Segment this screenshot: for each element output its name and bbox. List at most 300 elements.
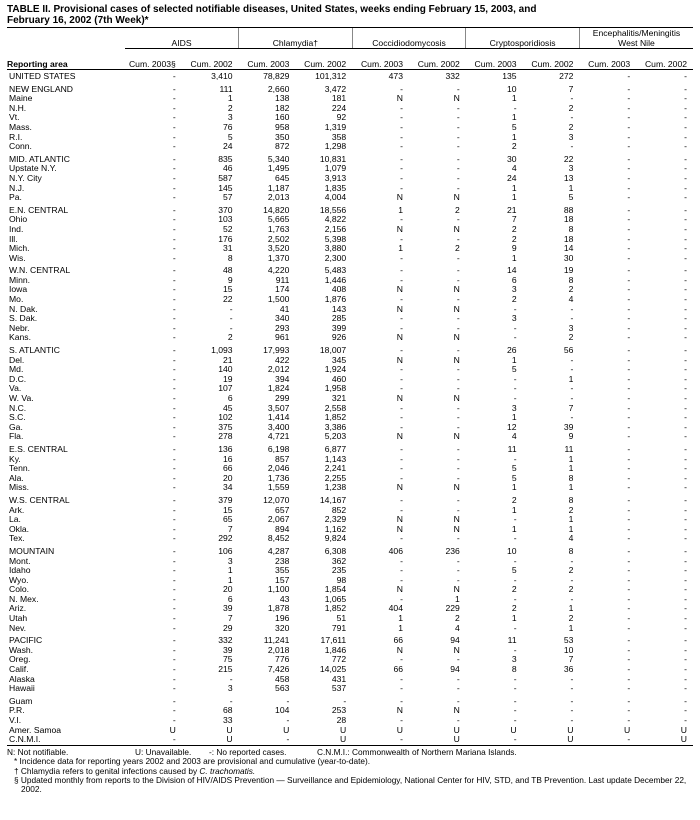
value-cell: - bbox=[400, 164, 403, 174]
value-cell: 7 bbox=[227, 614, 233, 624]
value-cell: - bbox=[684, 614, 688, 624]
value-cell: - bbox=[513, 645, 517, 655]
value-cell: 1 bbox=[511, 193, 517, 203]
value-cell: - bbox=[456, 374, 460, 384]
value-cell: 911 bbox=[275, 275, 290, 285]
reporting-area-cell: W. Va. bbox=[9, 394, 34, 403]
value-cell: 1 bbox=[398, 244, 403, 254]
value-cell: 14,167 bbox=[319, 494, 347, 505]
value-cell: - bbox=[172, 695, 176, 706]
value-cell: 106 bbox=[218, 545, 233, 556]
value-cell: 140 bbox=[218, 365, 233, 375]
value-cell: N bbox=[396, 524, 403, 534]
value-cell: 98 bbox=[336, 575, 347, 585]
value-cell: - bbox=[684, 142, 688, 152]
value-cell: - bbox=[570, 674, 574, 684]
reporting-area-cell: N.H. bbox=[9, 103, 27, 113]
value-cell: 340 bbox=[275, 314, 290, 324]
value-cell: - bbox=[172, 122, 176, 132]
value-cell: - bbox=[125, 735, 182, 745]
value-cell: 13 bbox=[563, 173, 574, 183]
reporting-area-cell: Ohio bbox=[9, 215, 28, 225]
reporting-area-header: Reporting area bbox=[7, 49, 125, 70]
table-row bbox=[7, 595, 693, 605]
value-cell: - bbox=[456, 655, 460, 665]
value-cell: - bbox=[684, 244, 688, 254]
value-cell: - bbox=[456, 314, 460, 324]
value-cell: 1,162 bbox=[324, 524, 347, 534]
value-cell: - bbox=[627, 695, 631, 706]
value-cell: - bbox=[627, 483, 631, 493]
reporting-area-cell: Tex. bbox=[9, 534, 25, 544]
value-cell: 537 bbox=[331, 684, 347, 694]
value-cell: 16 bbox=[223, 454, 233, 464]
value-cell: 6,308 bbox=[324, 545, 347, 556]
value-cell: 1,878 bbox=[267, 604, 290, 614]
value-cell: 776 bbox=[275, 655, 290, 665]
value-cell: 458 bbox=[275, 674, 290, 684]
value-cell: - bbox=[400, 454, 403, 464]
reporting-area-cell: Wash. bbox=[9, 645, 34, 655]
value-cell: 1 bbox=[511, 132, 517, 142]
table-row bbox=[7, 566, 693, 576]
value-cell: - bbox=[627, 384, 631, 394]
reporting-area-cell: Tenn. bbox=[9, 464, 31, 474]
value-cell: 10 bbox=[507, 83, 517, 94]
value-cell: 857 bbox=[275, 454, 290, 464]
value-cell: - bbox=[684, 304, 688, 314]
reporting-area-cell: NEW ENGLAND bbox=[9, 83, 73, 94]
value-cell: N bbox=[396, 193, 403, 203]
value-cell: 431 bbox=[331, 674, 347, 684]
value-cell: 20 bbox=[223, 473, 233, 483]
value-cell: 7 bbox=[568, 655, 574, 665]
group-header-coccidiodomycosis: Coccidiodomycosis bbox=[352, 28, 466, 49]
value-cell: 406 bbox=[388, 545, 403, 556]
value-cell: - bbox=[456, 132, 460, 142]
value-cell: 107 bbox=[218, 384, 233, 394]
value-cell: 39 bbox=[223, 645, 233, 655]
reporting-area-cell: C.N.M.I. bbox=[7, 735, 125, 745]
value-cell: - bbox=[684, 665, 688, 675]
group-header-encephalitis: Encephalitis/Meningitis West Nile bbox=[579, 28, 693, 49]
value-cell: - bbox=[513, 454, 517, 464]
value-cell: - bbox=[684, 345, 688, 356]
table-row bbox=[7, 276, 693, 286]
value-cell: 1 bbox=[568, 183, 574, 193]
value-cell: 21 bbox=[507, 204, 517, 215]
value-cell: N bbox=[453, 585, 460, 595]
reporting-area-cell: Wyo. bbox=[9, 575, 29, 585]
value-cell: - bbox=[172, 265, 176, 276]
value-cell: 1,924 bbox=[324, 365, 347, 375]
value-cell: - bbox=[684, 623, 688, 633]
table-body bbox=[7, 70, 693, 746]
value-cell: - bbox=[400, 103, 403, 113]
value-cell: - bbox=[456, 575, 460, 585]
value-cell: 4 bbox=[455, 623, 460, 633]
value-cell: 2 bbox=[511, 494, 517, 505]
value-cell: - bbox=[456, 234, 460, 244]
value-cell: - bbox=[456, 443, 460, 454]
value-cell: - bbox=[172, 556, 176, 566]
value-cell: - bbox=[627, 556, 631, 566]
value-cell: - bbox=[456, 215, 460, 225]
value-cell: N bbox=[453, 355, 460, 365]
value-cell: 5 bbox=[568, 193, 574, 203]
value-cell: - bbox=[684, 265, 688, 276]
value-cell: 3 bbox=[227, 684, 233, 694]
reporting-area-cell: Conn. bbox=[9, 142, 32, 152]
value-cell: 224 bbox=[331, 103, 347, 113]
value-cell: - bbox=[172, 585, 176, 595]
table-row bbox=[7, 493, 693, 506]
value-cell: 94 bbox=[450, 635, 460, 646]
reporting-area-cell: Ark. bbox=[9, 505, 25, 515]
value-cell: 2,558 bbox=[324, 403, 347, 413]
value-cell: 2,012 bbox=[267, 365, 290, 375]
reporting-area-cell: Md. bbox=[9, 365, 24, 375]
value-cell: 1 bbox=[568, 454, 574, 464]
table-row bbox=[7, 735, 693, 745]
value-cell: 78,829 bbox=[263, 71, 290, 81]
value-cell: - bbox=[627, 183, 631, 193]
value-cell: - bbox=[684, 314, 688, 324]
value-cell: - bbox=[172, 604, 176, 614]
value-cell: - bbox=[684, 594, 688, 604]
value-cell: - bbox=[570, 575, 574, 585]
value-cell: - bbox=[627, 224, 631, 234]
value-cell: - bbox=[400, 505, 403, 515]
value-cell: - bbox=[456, 716, 460, 725]
value-cell: - bbox=[627, 173, 631, 183]
value-cell: 2 bbox=[568, 614, 574, 624]
value-cell: 10 bbox=[563, 645, 574, 655]
value-cell: - bbox=[684, 323, 688, 333]
table-row bbox=[7, 716, 693, 726]
reporting-area-cell: Hawaii bbox=[9, 684, 35, 694]
value-cell: 29 bbox=[223, 623, 233, 633]
value-cell: - bbox=[627, 684, 631, 694]
value-cell: 1,446 bbox=[324, 275, 347, 285]
table-row bbox=[7, 694, 693, 707]
value-cell: - bbox=[172, 706, 176, 716]
value-cell: 7 bbox=[568, 83, 574, 94]
value-cell: 835 bbox=[218, 153, 233, 164]
value-cell: 22 bbox=[223, 295, 233, 305]
value-cell: - bbox=[627, 153, 631, 164]
reporting-area-cell: Ind. bbox=[9, 224, 24, 234]
value-cell: 9 bbox=[511, 244, 517, 254]
value-cell: - bbox=[627, 706, 631, 716]
value-cell: - bbox=[456, 473, 460, 483]
value-cell: 4 bbox=[568, 534, 574, 544]
reporting-area-cell: Mo. bbox=[9, 295, 24, 305]
value-cell: - bbox=[627, 345, 631, 356]
value-cell: - bbox=[627, 94, 631, 104]
reporting-area-cell: Vt. bbox=[9, 113, 20, 123]
value-cell: - bbox=[456, 384, 460, 394]
value-cell: N bbox=[396, 483, 403, 493]
value-cell: 2,660 bbox=[267, 83, 290, 94]
value-cell: 1 bbox=[568, 464, 574, 474]
reporting-area-cell: Ala. bbox=[9, 473, 24, 483]
value-cell: - bbox=[456, 403, 460, 413]
value-cell: - bbox=[627, 83, 631, 94]
value-cell: - bbox=[456, 83, 460, 94]
value-cell: 2 bbox=[455, 614, 460, 624]
value-cell: - bbox=[627, 454, 631, 464]
reporting-area-cell: N. Mex. bbox=[9, 594, 39, 604]
value-cell: - bbox=[400, 153, 403, 164]
value-cell: - bbox=[684, 566, 688, 576]
reporting-area-cell: E.N. CENTRAL bbox=[9, 204, 69, 215]
value-cell: - bbox=[172, 314, 176, 324]
value-cell: - bbox=[400, 566, 403, 576]
value-cell: - bbox=[352, 735, 409, 745]
value-cell: - bbox=[400, 83, 403, 94]
table-row bbox=[7, 614, 693, 624]
value-cell: - bbox=[684, 706, 688, 716]
value-cell: - bbox=[456, 275, 460, 285]
value-cell: - bbox=[684, 432, 688, 442]
value-cell: - bbox=[513, 374, 517, 384]
table-row bbox=[7, 585, 693, 595]
value-cell: 51 bbox=[336, 614, 347, 624]
reporting-area-cell: Calif. bbox=[9, 665, 29, 675]
value-cell: 3 bbox=[511, 403, 517, 413]
value-cell: N bbox=[396, 706, 403, 716]
value-cell: 18 bbox=[563, 234, 574, 244]
value-cell: 1,854 bbox=[324, 585, 347, 595]
value-cell: U bbox=[396, 725, 403, 735]
value-cell: 17,611 bbox=[320, 635, 347, 646]
value-cell: - bbox=[684, 716, 688, 725]
value-cell: 135 bbox=[502, 71, 517, 81]
value-cell: 292 bbox=[218, 534, 233, 544]
value-cell: - bbox=[684, 164, 688, 174]
value-cell: 39 bbox=[223, 604, 233, 614]
value-cell: - bbox=[172, 623, 176, 633]
value-cell: 10,831 bbox=[319, 153, 347, 164]
value-cell: 1,370 bbox=[267, 253, 290, 263]
value-cell: - bbox=[684, 645, 688, 655]
value-cell: 1,238 bbox=[324, 483, 347, 493]
value-cell: - bbox=[627, 142, 631, 152]
value-cell: 1 bbox=[511, 183, 517, 193]
value-cell: 11 bbox=[564, 443, 574, 454]
value-cell: - bbox=[456, 464, 460, 474]
value-cell: 394 bbox=[275, 374, 290, 384]
value-cell: - bbox=[627, 432, 631, 442]
reporting-area-cell: Maine bbox=[9, 94, 33, 104]
value-cell: - bbox=[627, 323, 631, 333]
value-cell: - bbox=[400, 422, 403, 432]
value-cell: - bbox=[172, 534, 176, 544]
value-cell: 1 bbox=[511, 113, 517, 123]
table-row bbox=[7, 82, 693, 95]
reporting-area-cell: R.I. bbox=[9, 132, 23, 142]
value-cell: - bbox=[400, 295, 403, 305]
value-cell: 2 bbox=[511, 142, 517, 152]
table-row bbox=[7, 375, 693, 385]
value-cell: - bbox=[172, 345, 176, 356]
value-cell: - bbox=[684, 413, 688, 423]
value-cell: - bbox=[456, 534, 460, 544]
value-cell: - bbox=[627, 103, 631, 113]
value-cell: - bbox=[172, 183, 176, 193]
value-cell: - bbox=[172, 645, 176, 655]
table-row bbox=[7, 394, 693, 404]
value-cell: - bbox=[513, 534, 517, 544]
value-cell: 15 bbox=[223, 285, 233, 295]
value-cell: 143 bbox=[331, 304, 347, 314]
value-cell: - bbox=[172, 403, 176, 413]
value-cell: 2 bbox=[568, 333, 574, 343]
value-cell: - bbox=[627, 494, 631, 505]
value-cell: 3,913 bbox=[324, 173, 347, 183]
table-row bbox=[7, 534, 693, 544]
value-cell: - bbox=[627, 665, 631, 675]
table-row bbox=[7, 474, 693, 484]
value-cell: 215 bbox=[218, 665, 233, 675]
value-cell: N bbox=[453, 432, 460, 442]
value-cell: 1,298 bbox=[324, 142, 347, 152]
value-cell: 1 bbox=[511, 413, 517, 423]
value-cell: 2 bbox=[511, 585, 517, 595]
value-cell: - bbox=[513, 384, 517, 394]
value-cell: 253 bbox=[331, 706, 347, 716]
value-cell: 8 bbox=[568, 545, 574, 556]
footnote-dagger: † Chlamydia refers to genital infections caused by C. trachomatis. bbox=[14, 765, 256, 776]
value-cell: - bbox=[684, 183, 688, 193]
legend-no-cases: -: No reported cases. bbox=[209, 746, 287, 757]
footnotes bbox=[7, 748, 693, 795]
subheader-cum-4: Cum. 2003 bbox=[352, 49, 409, 70]
value-cell: 5,483 bbox=[324, 265, 347, 276]
value-cell: 4,721 bbox=[267, 432, 290, 442]
value-cell: 3 bbox=[227, 556, 233, 566]
value-cell: - bbox=[172, 103, 176, 113]
value-cell: 8 bbox=[568, 275, 574, 285]
value-cell: 1 bbox=[511, 253, 517, 263]
value-cell: 17,993 bbox=[263, 345, 290, 356]
value-cell: 1 bbox=[511, 355, 517, 365]
value-cell: - bbox=[172, 173, 176, 183]
table-row bbox=[7, 235, 693, 245]
table-row bbox=[7, 225, 693, 235]
value-cell: - bbox=[684, 333, 688, 343]
value-cell: 1,824 bbox=[267, 384, 290, 394]
value-cell: 24 bbox=[507, 173, 517, 183]
value-cell: 14,820 bbox=[263, 204, 290, 215]
subheader-cum-6: Cum. 2003 bbox=[466, 49, 523, 70]
reporting-area-cell: N. Dak. bbox=[9, 304, 38, 314]
value-cell: - bbox=[627, 193, 631, 203]
value-cell: - bbox=[400, 275, 403, 285]
value-cell: 19 bbox=[563, 265, 574, 276]
value-cell: 7,426 bbox=[267, 665, 290, 675]
value-cell: - bbox=[684, 71, 688, 81]
reporting-area-cell: E.S. CENTRAL bbox=[9, 443, 68, 454]
value-cell: - bbox=[172, 716, 176, 725]
value-cell: - bbox=[456, 365, 460, 375]
value-cell: - bbox=[172, 422, 176, 432]
value-cell: 11,241 bbox=[263, 635, 290, 646]
value-cell: - bbox=[400, 314, 403, 324]
value-cell: - bbox=[172, 524, 176, 534]
value-cell: 2,013 bbox=[267, 193, 290, 203]
value-cell: 332 bbox=[445, 71, 460, 81]
value-cell: 56 bbox=[563, 345, 574, 356]
value-cell: 1,852 bbox=[324, 604, 347, 614]
subheader-cum-0: Cum. 2003§ bbox=[125, 49, 182, 70]
value-cell: N bbox=[396, 515, 403, 525]
page bbox=[7, 0, 693, 795]
subheader-cum-7: Cum. 2002 bbox=[523, 49, 580, 70]
value-cell: - bbox=[400, 413, 403, 423]
value-cell: 2 bbox=[511, 295, 517, 305]
value-cell: - bbox=[466, 735, 523, 745]
value-cell: 30 bbox=[563, 253, 574, 263]
value-cell: 1 bbox=[227, 94, 233, 104]
value-cell: 1,852 bbox=[324, 413, 347, 423]
reporting-area-cell: MOUNTAIN bbox=[9, 545, 55, 556]
table-row bbox=[7, 356, 693, 366]
value-cell: 926 bbox=[331, 333, 347, 343]
value-cell: 894 bbox=[275, 524, 290, 534]
value-cell: 3 bbox=[568, 164, 574, 174]
value-cell: - bbox=[513, 674, 517, 684]
value-cell: - bbox=[627, 655, 631, 665]
table-row bbox=[7, 113, 693, 123]
value-cell: 2 bbox=[227, 333, 233, 343]
value-cell: - bbox=[172, 655, 176, 665]
reporting-area-cell: S. Dak. bbox=[9, 314, 38, 324]
value-cell: N bbox=[396, 432, 403, 442]
value-cell: - bbox=[400, 384, 403, 394]
value-cell: - bbox=[684, 454, 688, 464]
table-row bbox=[7, 432, 693, 442]
value-cell: 961 bbox=[275, 333, 290, 343]
value-cell: 235 bbox=[331, 566, 347, 576]
table-row bbox=[7, 515, 693, 525]
value-cell: 958 bbox=[275, 122, 290, 132]
value-cell: - bbox=[627, 275, 631, 285]
value-cell: N bbox=[453, 94, 460, 104]
value-cell: - bbox=[627, 244, 631, 254]
table-row bbox=[7, 684, 693, 694]
value-cell: 238 bbox=[275, 556, 290, 566]
value-cell: - bbox=[513, 304, 517, 314]
value-cell: - bbox=[627, 413, 631, 423]
value-cell: 5 bbox=[511, 122, 517, 132]
table-row bbox=[7, 442, 693, 455]
value-cell: 1 bbox=[398, 614, 403, 624]
value-cell: N bbox=[453, 304, 460, 314]
value-cell: - bbox=[684, 604, 688, 614]
footnote-section: § Updated monthly from reports to the Division of HIV/AIDS Prevention — Surveillance and Epidemiology, National Center for HIV, STD, and TB Prevention. Last update December 22, 2002. bbox=[14, 775, 687, 795]
value-cell: - bbox=[400, 374, 403, 384]
value-cell: - bbox=[172, 505, 176, 515]
value-cell: - bbox=[400, 253, 403, 263]
value-cell: U bbox=[636, 735, 693, 745]
value-cell: - bbox=[172, 71, 176, 81]
subheader-cum-5: Cum. 2002 bbox=[409, 49, 466, 70]
value-cell: 36 bbox=[563, 665, 574, 675]
value-cell: N bbox=[453, 193, 460, 203]
value-cell: 2 bbox=[568, 122, 574, 132]
